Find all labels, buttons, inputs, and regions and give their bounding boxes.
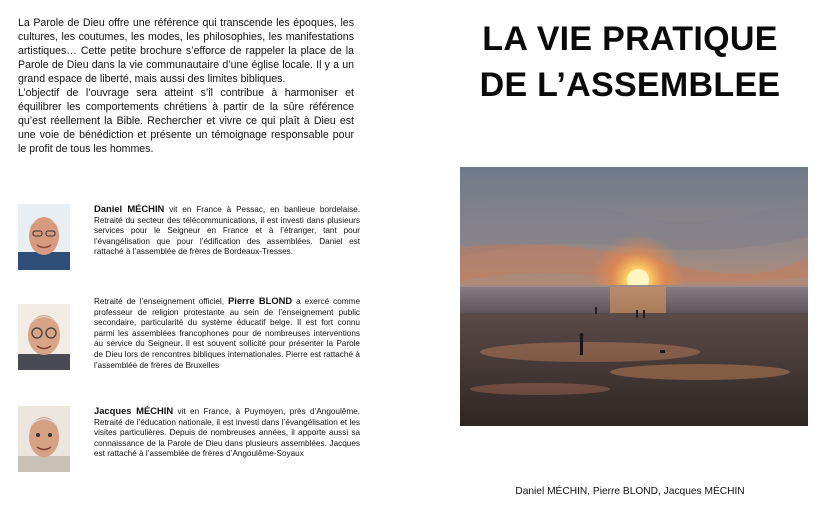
intro-paragraph-2: L’objectif de l’ouvrage sera atteint s’il contribue à harmoniser et équilibrer les comportements chrétiens à partir de la sûre référence qu’est réellement la Bible. Rechercher et vivre ce qui plaît à Dieu est une voie de bénédiction et présente un témoignage responsable pour le profit de tous les hommes. <box>18 87 354 155</box>
cover-title-line-2: DE L’ASSEMBLEE <box>479 66 781 104</box>
cover-authors-line: Daniel MÉCHIN, Pierre BLOND, Jacques MÉCHIN <box>515 486 745 497</box>
author-name-daniel: Daniel MÉCHIN <box>94 203 165 214</box>
author-bio-jacques: Jacques MÉCHIN vit en France, à Puymoyen, près d’Angoulême. Retraité de l’éducation nationale, il est investi dans l’évangélisation et les visites particulières. Depuis de nombreuses années, il apporte aussi sa connaissance de la Parole de Dieu dans plusieurs assemblées. Jacques est rattaché à l’assemblée de frères d’Angoulême-Soyaux <box>94 405 361 459</box>
author-photo-jacques <box>18 406 70 472</box>
back-cover-intro <box>18 16 354 156</box>
author-photo-daniel <box>18 204 70 270</box>
author-photo-pierre <box>18 304 70 370</box>
author-name-jacques: Jacques MÉCHIN <box>94 405 174 416</box>
author-name-pierre: Pierre BLOND <box>227 295 293 306</box>
author-bio-daniel: Daniel MÉCHIN vit en France à Pessac, en banlieue bordelaise. Retraité du secteur des télécommunications, il est investi dans plusieurs services pour le Seigneur en France et à l’étranger, tant pour l’évangélisation que pour l’édification des assemblées. Daniel est rattaché à l’assemblée de frères de Bordeaux-Tresses. <box>94 203 360 257</box>
cover-title-line-1: LA VIE PRATIQUE <box>482 20 778 58</box>
cover-title <box>440 16 820 108</box>
author-bio-pierre: Retraité de l’enseignement officiel, Pierre BLOND a exercé comme professeur de religion protestante au sein de l’enseignement public secondaire, particularité du système éducatif belge. Il est fort connu parmi les assemblées francophones pour de nombreuses interventions au service du Seigneur. Il est souvent sollicité pour présenter la Parole de Dieu lors de rencontres bibliques internationales. Pierre est rattaché à l’assemblée de frères de Bruxelles <box>94 295 360 370</box>
intro-paragraph-1: La Parole de Dieu offre une référence qui transcende les époques, les cultures, les coutumes, les modes, les philosophies, les manifestations artistiques… Cette petite brochure s’efforce de rappeler la place de la Parole de Dieu dans la vie communautaire d’une église locale. Il y a un grand espace de liberté, mais aussi des limites bibliques. <box>18 17 354 85</box>
cover-sunset-photo <box>460 167 808 426</box>
